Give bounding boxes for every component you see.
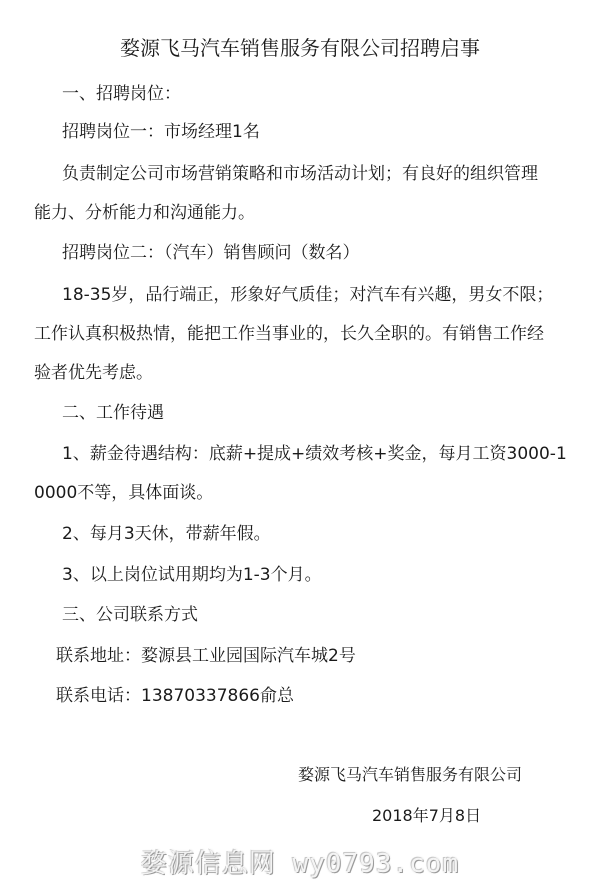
benefit3: 3、以上岗位试用期均为1-3个月。 bbox=[62, 565, 322, 585]
job2-description-line2: 工作认真积极热情，能把工作当事业的，长久全职的。有销售工作经 bbox=[34, 324, 544, 344]
job1-description-line1: 负责制定公司市场营销策略和市场活动计划；有良好的组织管理 bbox=[62, 164, 538, 184]
document-title: 婺源飞马汽车销售服务有限公司招聘启事 bbox=[120, 36, 480, 60]
job2-title: 招聘岗位二：（汽车）销售顾问（数名） bbox=[62, 243, 360, 263]
signature-company: 婺源飞马汽车销售服务有限公司 bbox=[298, 765, 523, 784]
job2-description-line3: 验者优先考虑。 bbox=[34, 363, 153, 383]
benefit2: 2、每月3天休，带薪年假。 bbox=[62, 524, 271, 544]
contact-address: 联系地址：婺源县工业园国际汽车城2号 bbox=[56, 646, 356, 666]
benefit1-line2: 0000不等，具体面谈。 bbox=[34, 483, 214, 503]
signature-date: 2018年7月8日 bbox=[372, 806, 482, 825]
site-watermark: 婺源信息网 wy0793.com bbox=[140, 849, 460, 879]
job1-description-line2: 能力、分析能力和沟通能力。 bbox=[34, 203, 255, 223]
job2-description-line1: 18-35岁，品行端正，形象好气质佳；对汽车有兴趣，男女不限； bbox=[62, 285, 554, 305]
section1-heading: 一、招聘岗位： bbox=[62, 84, 181, 104]
benefit1-line1: 1、薪金待遇结构：底薪+提成+绩效考核+奖金，每月工资3000-1 bbox=[62, 444, 567, 464]
job1-title: 招聘岗位一：市场经理1名 bbox=[62, 122, 260, 142]
section2-heading: 二、工作待遇 bbox=[62, 403, 164, 423]
section3-heading: 三、公司联系方式 bbox=[62, 605, 198, 625]
contact-phone: 联系电话：13870337866俞总 bbox=[56, 686, 294, 706]
